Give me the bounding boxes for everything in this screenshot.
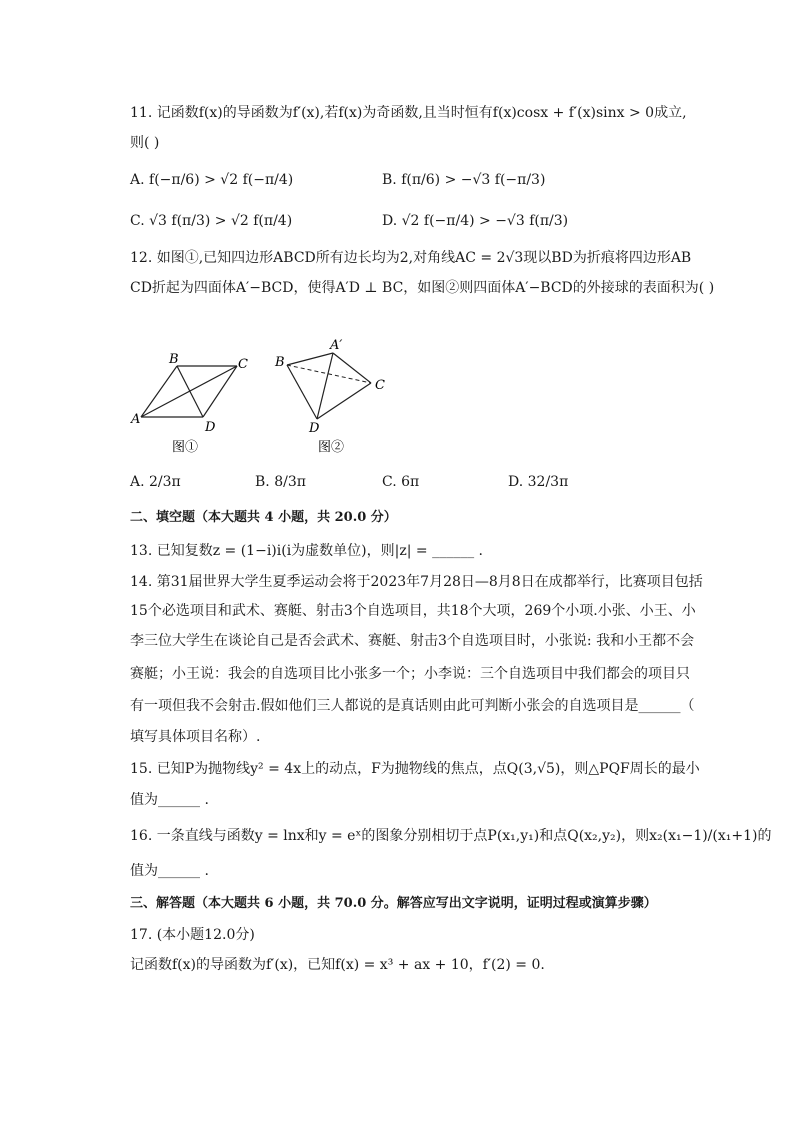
fig1-caption: 图① [172,440,199,455]
q11-option-b: B. f(π/6) > −√3 f(−π/3) [382,172,546,188]
q14-line5: 有一项但我不会射击.假如他们三人都说的是真话则由此可判断小张会的自选项目是______（ [130,698,695,714]
fig2-label-b: B [275,355,285,370]
q12-option-d: D. 32/3π [508,474,569,490]
figure-1-rhombus [130,352,248,455]
q12-line2: CD折起为四面体A′−BCD，使得A′D ⊥ BC，如图②则四面体A′−BCD的外接球的表面积为( ) [130,280,715,296]
figure-2-tetrahedron [274,338,385,455]
q11-line1: 11. 记函数f(x)的导函数为f′(x),若f(x)为奇函数,且当时恒有f(x)cosx + f′(x)sinx > 0成立, [130,105,687,121]
q15-line1: 15. 已知P为抛物线y² = 4x上的动点，F为抛物线的焦点，点Q(3,√5)，则△PQF周长的最小 [130,761,700,777]
q14-line1: 14. 第31届世界大学生夏季运动会将于2023年7月28日—8月8日在成都举行，比赛项目包括 [130,574,703,590]
q17-body: 记函数f(x)的导函数为f′(x)，已知f(x) = x³ + ax + 10，f′(2) = 0. [130,957,545,973]
q11-option-c: C. √3 f(π/3) > √2 f(π/4) [130,213,293,229]
fig1-label-a: A [131,412,141,427]
q14-line6: 填写具体项目名称）. [130,729,261,745]
q16-line2: 值为______ . [130,863,209,879]
q12-line1: 12. 如图①,已知四边形ABCD所有边长均为2,对角线AC = 2√3现以BD为折痕将四边形AB [130,250,692,266]
q14-line2: 15个必选项目和武术、赛艇、射击3个自选项目，共18个大项，269个小项.小张、小王、小 [130,603,696,619]
q14-line4: 赛艇；小王说：我会的自选项目比小张多一个；小李说：三个自选项目中我们都会的项目只 [130,666,690,682]
q12-option-c: C. 6π [382,474,420,490]
section-2-heading: 二、填空题（本大题共 4 小题，共 20.0 分） [130,510,397,525]
q12-option-a: A. 2/3π [130,474,181,490]
fig1-label-d: D [205,420,216,435]
section-3-heading: 三、解答题（本大题共 6 小题，共 70.0 分。解答应写出文字说明，证明过程或演算步骤） [130,896,657,911]
fig1-label-b: B [169,352,179,367]
q13: 13. 已知复数z = (1−i)i(i为虚数单位)，则|z| = ______ . [130,543,483,559]
fig1-label-c: C [238,357,248,372]
q11-option-a: A. f(−π/6) > √2 f(−π/4) [130,172,294,188]
q12-figures [125,335,405,460]
q12-option-b: B. 8/3π [255,474,306,490]
q16-line1: 16. 一条直线与函数y = lnx和y = eˣ的图象分别相切于点P(x₁,y₁)和点Q(x₂,y₂)，则x₂(x₁−1)/(x₁+1)的 [130,828,772,844]
fig2-label-a-prime: A′ [330,338,343,353]
q11-line2: 则( ) [130,135,160,151]
q14-line3: 李三位大学生在谈论自己是否会武术、赛艇、射击3个自选项目时，小张说: 我和小王都不会 [130,633,695,649]
q17-head: 17. (本小题12.0分) [130,927,255,943]
q11-option-d: D. √2 f(−π/4) > −√3 f(π/3) [382,213,569,229]
fig2-label-d: D [309,421,320,436]
fig2-caption: 图② [318,440,345,455]
q15-line2: 值为______ . [130,792,209,808]
fig2-label-c: C [375,378,385,393]
